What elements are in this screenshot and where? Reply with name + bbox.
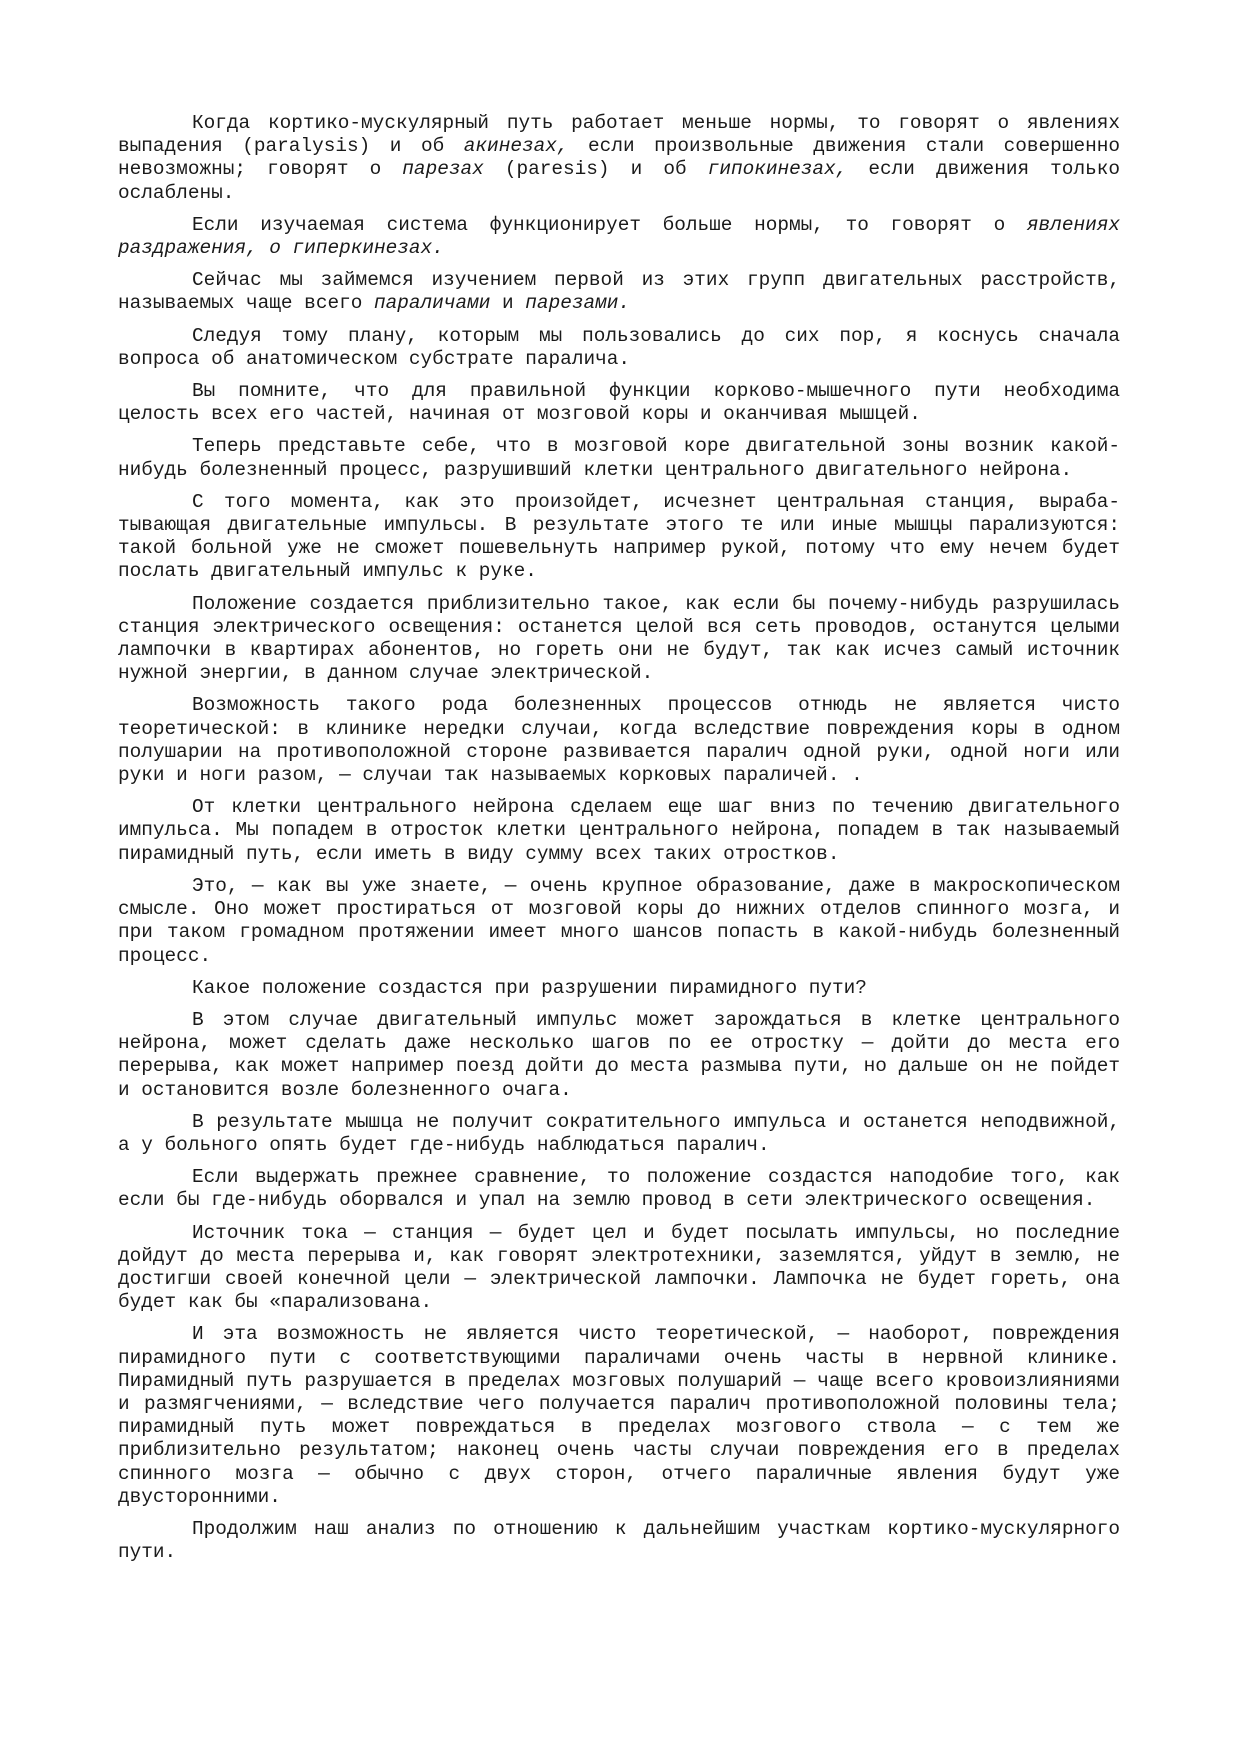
italic-term: парезами. (525, 292, 631, 315)
text-run: Следуя тому плану, которым мы пользовались до сих пор, я коснусь сначала вопроса об анатомическом субстрате паралича. (118, 324, 1120, 370)
paragraph (118, 796, 1120, 866)
paragraph (118, 694, 1120, 787)
text-run: Возможность такого рода болезненных процессов отнюдь не является чисто теоретической: в клинике нередки случаи, когда вследствие повреждения коры в одном полушарии на противоположной стороне развивается паралич одной руки, одной ноги или руки и ноги разом, — случаи так называемых корковых параличей. . (118, 694, 1120, 787)
paragraph (118, 1323, 1120, 1509)
paragraph (118, 1518, 1120, 1564)
text-run: Если изучаемая система функционирует больше нормы, то говорят о (192, 213, 1027, 236)
text-run: и (490, 292, 526, 315)
text-run: Какое положение создастся при разрушении пирамидного пути? (192, 976, 867, 999)
text-run: И эта возможность не является чисто теоретической, — наоборот, повреждения пирамидного пути с соответствующими параличами очень часты в нервной клинике. Пирамидный путь разрушается в пределах мозговых полушарий — чаще всего кровоизлияниями и размягчениями, — вследствие чего получается паралич противоположной половины тела; пирамидный путь может повреждаться в пределах мозгового ствола — с тем же приблизительно результатом; наконец очень часты случаи повреждения его в пределах спинного мозга — обычно с двух сторон, отчего параличные явления будут уже двусторонними. (118, 1323, 1120, 1508)
text-run: В результате мышца не получит сократительного импульса и останется неподвижной, а у больного опять будет где-нибудь наблюдаться паралич. (118, 1110, 1120, 1156)
paragraph (118, 491, 1120, 584)
paragraph (118, 1222, 1120, 1315)
text-run: Продолжим наш анализ по отношению к дальнейшим участкам кортико-мускулярного пути. (118, 1517, 1120, 1564)
text-run: если произвольные движения стали совершенно невозможны; говорят о (118, 135, 1120, 181)
text-run: Если выдержать прежнее сравнение, то положение создастся наподобие того, как если бы где-нибудь оборвался и упал на землю провод в сети электрического освещения. (118, 1166, 1120, 1212)
document-body (118, 112, 1120, 1564)
paragraph (118, 380, 1120, 426)
text-run: Сейчас мы займемся изучением первой из этих групп двигательных расстройств, называемых чаще всего (118, 269, 1120, 315)
text-run: С того момента, как это произойдет, исчезнет центральная станция, вырабатывающая двигательные импульсы. В результате этого те или иные мышцы парализуются: такой больной уже не сможет пошевельнуть например рукой, потому что ему нечем будет послать двигательный импульс к руке. (118, 490, 1120, 583)
paragraph (118, 875, 1120, 968)
paragraph (118, 214, 1120, 260)
text-run: В этом случае двигательный импульс может зарождаться в клетке центрального нейрона, может сделать даже несколько шагов по ее отростку — дойти до места его перерыва, как может например поезд дойти до места размыва пути, но дальше он не пойдет и остановится возле болезненного очага. (118, 1008, 1120, 1101)
italic-term: параличами (374, 292, 491, 315)
text-run: Источник тока — станция — будет цел и будет посылать импульсы, но последние дойдут до места перерыва и, как говорят электротехники, заземлятся, уйдут в землю, не достигши своей конечной цели — электрической лампочки. Лампочка не будет гореть, она будет как бы «парализована. (118, 1221, 1120, 1314)
text-run: От клетки центрального нейрона сделаем еще шаг вниз по течению двигательного импульса. Мы попадем в отросток клетки центрального нейрона, попадем в так называемый пирамидный путь, если иметь в виду сумму всех таких отростков. (118, 796, 1120, 865)
italic-term: парезах (402, 158, 484, 181)
text-run: Когда кортико-мускулярный путь работает меньше нормы, то говорят о явлениях выпадения (paralysis) и об (118, 112, 1120, 158)
paragraph (118, 1009, 1120, 1102)
paragraph (118, 1111, 1120, 1157)
paragraph (118, 435, 1120, 481)
italic-term: акинезах, (463, 135, 569, 158)
text-run: Положение создается приблизительно такое, как если бы почему-нибудь разрушилась станция электрического освещения: останется целой вся сеть проводов, останутся целыми лампочки в квартирах абонентов, но гореть они не будут, так как исчез самый источник нужной энергии, в данном случае электрической. (118, 592, 1120, 685)
text-run: (paresis) и об (483, 158, 708, 181)
italic-term: гипокинезах, (707, 158, 848, 181)
paragraph (118, 112, 1120, 205)
text-run: Это, — как вы уже знаете, — очень крупное образование, даже в макроскопическом смысле. Оно может простираться от мозговой коры до нижних отделов спинного мозга, и при таком громадном протяжении имеет много шансов попасть в какой-нибудь болезненный процесс. (118, 874, 1120, 967)
text-run: если движения только ослаблены. (118, 158, 1120, 204)
text-run: Вы помните, что для правильной функции корково-мышечного пути необходима целость всех его частей, начиная от мозговой коры и оканчивая мышцей. (118, 380, 1120, 426)
paragraph (118, 593, 1120, 686)
text-run: Теперь представьте себе, что в мозговой коре двигательной зоны возник какой-нибудь болезненный процесс, разрушивший клетки центрального двигательного нейрона. (118, 435, 1120, 481)
document-page (118, 112, 1120, 1573)
paragraph (118, 1166, 1120, 1212)
italic-term: явлениях раздражения, о гиперкинезах. (118, 213, 1120, 260)
paragraph (118, 325, 1120, 371)
paragraph (118, 977, 1120, 1000)
paragraph (118, 269, 1120, 315)
